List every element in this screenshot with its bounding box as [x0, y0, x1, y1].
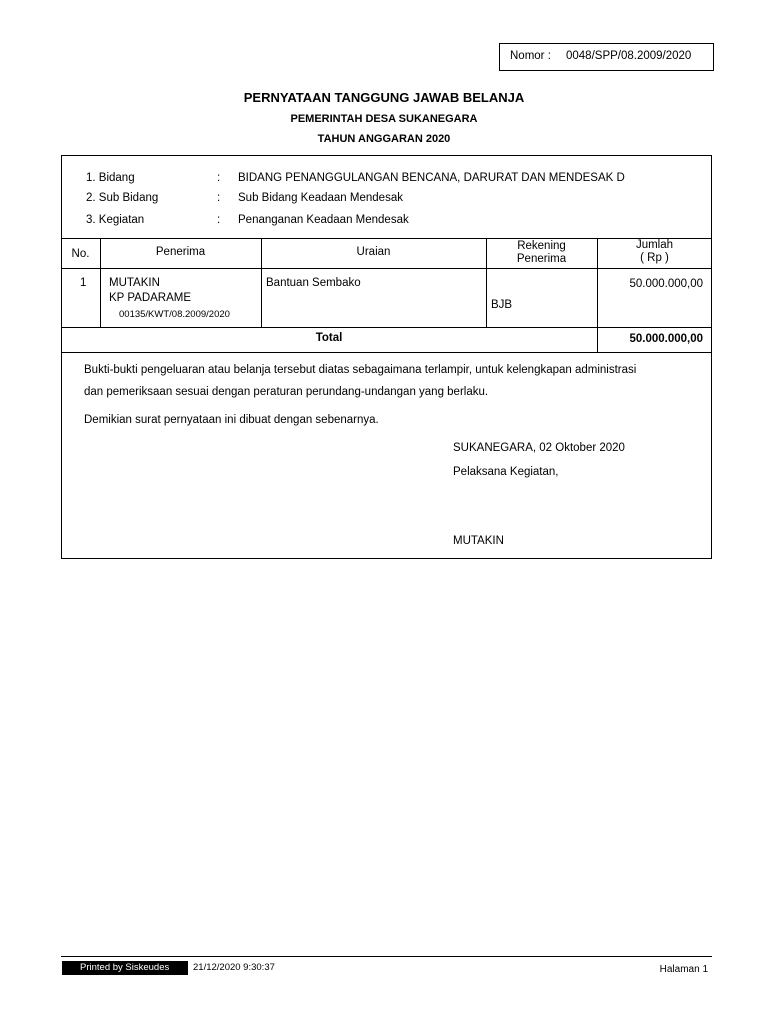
document-number-label: Nomor :: [510, 50, 551, 62]
statement-paragraph-line-1: Bukti-bukti pengeluaran atau belanja tersebut diatas sebagaimana terlampir, untuk kelengkapan administrasi: [84, 364, 637, 376]
page-number: Halaman 1: [659, 964, 708, 975]
total-value: 50.000.000,00: [629, 333, 703, 345]
place-date: SUKANEGARA, 02 Oktober 2020: [453, 442, 625, 454]
row-penerima-name: MUTAKIN: [109, 277, 160, 289]
header-no: No.: [71, 248, 90, 260]
printed-by-badge: Printed by Siskeudes: [62, 961, 188, 975]
table-row-border: [61, 327, 712, 328]
info-label-bidang: 1. Bidang: [86, 172, 135, 184]
row-penerima-address: KP PADARAME: [109, 292, 192, 304]
government-name: PEMERINTAH DESA SUKANEGARA: [290, 113, 478, 125]
header-penerima: Penerima: [155, 246, 206, 258]
document-title: PERNYATAAN TANGGUNG JAWAB BELANJA: [243, 90, 525, 105]
row-uraian: Bantuan Sembako: [266, 277, 361, 289]
info-sep-bidang: :: [217, 172, 221, 184]
statement-paragraph-line-2: dan pemeriksaan sesuai dengan peraturan perundang-undangan yang berlaku.: [84, 386, 489, 398]
header-rekening: Rekening: [517, 240, 566, 252]
signer-name: MUTAKIN: [453, 535, 504, 547]
info-sep-kegiatan: :: [217, 214, 221, 226]
info-label-kegiatan: 3. Kegiatan: [86, 214, 145, 226]
header-uraian: Uraian: [356, 246, 391, 258]
header-jumlah: Jumlah: [635, 239, 674, 251]
info-label-sub-bidang: 2. Sub Bidang: [86, 192, 159, 204]
info-sep-sub-bidang: :: [217, 192, 221, 204]
print-timestamp: 21/12/2020 9:30:37: [193, 962, 275, 973]
row-rekening: BJB: [491, 299, 513, 311]
info-value-bidang: BIDANG PENANGGULANGAN BENCANA, DARURAT DAN MENDESAK D: [238, 172, 625, 184]
closing-statement: Demikian surat pernyataan ini dibuat dengan sebenarnya.: [84, 414, 379, 426]
signer-role: Pelaksana Kegiatan,: [453, 466, 559, 478]
header-jumlah-unit: ( Rp ): [640, 252, 669, 264]
header-rekening-penerima: Penerima: [516, 253, 567, 265]
document-number-box: [499, 43, 714, 71]
budget-year: TAHUN ANGGARAN 2020: [317, 133, 451, 145]
info-value-kegiatan: Penanganan Keadaan Mendesak: [238, 214, 409, 226]
row-jumlah: 50.000.000,00: [629, 278, 703, 290]
info-value-sub-bidang: Sub Bidang Keadaan Mendesak: [238, 192, 403, 204]
row-penerima-code: 00135/KWT/08.2009/2020: [119, 309, 230, 320]
row-no: 1: [80, 277, 87, 289]
table-header-border: [61, 268, 712, 269]
total-label: Total: [315, 332, 343, 344]
footer-divider: [61, 956, 712, 957]
table-total-border: [61, 352, 712, 353]
document-number-value: 0048/SPP/08.2009/2020: [566, 50, 692, 62]
